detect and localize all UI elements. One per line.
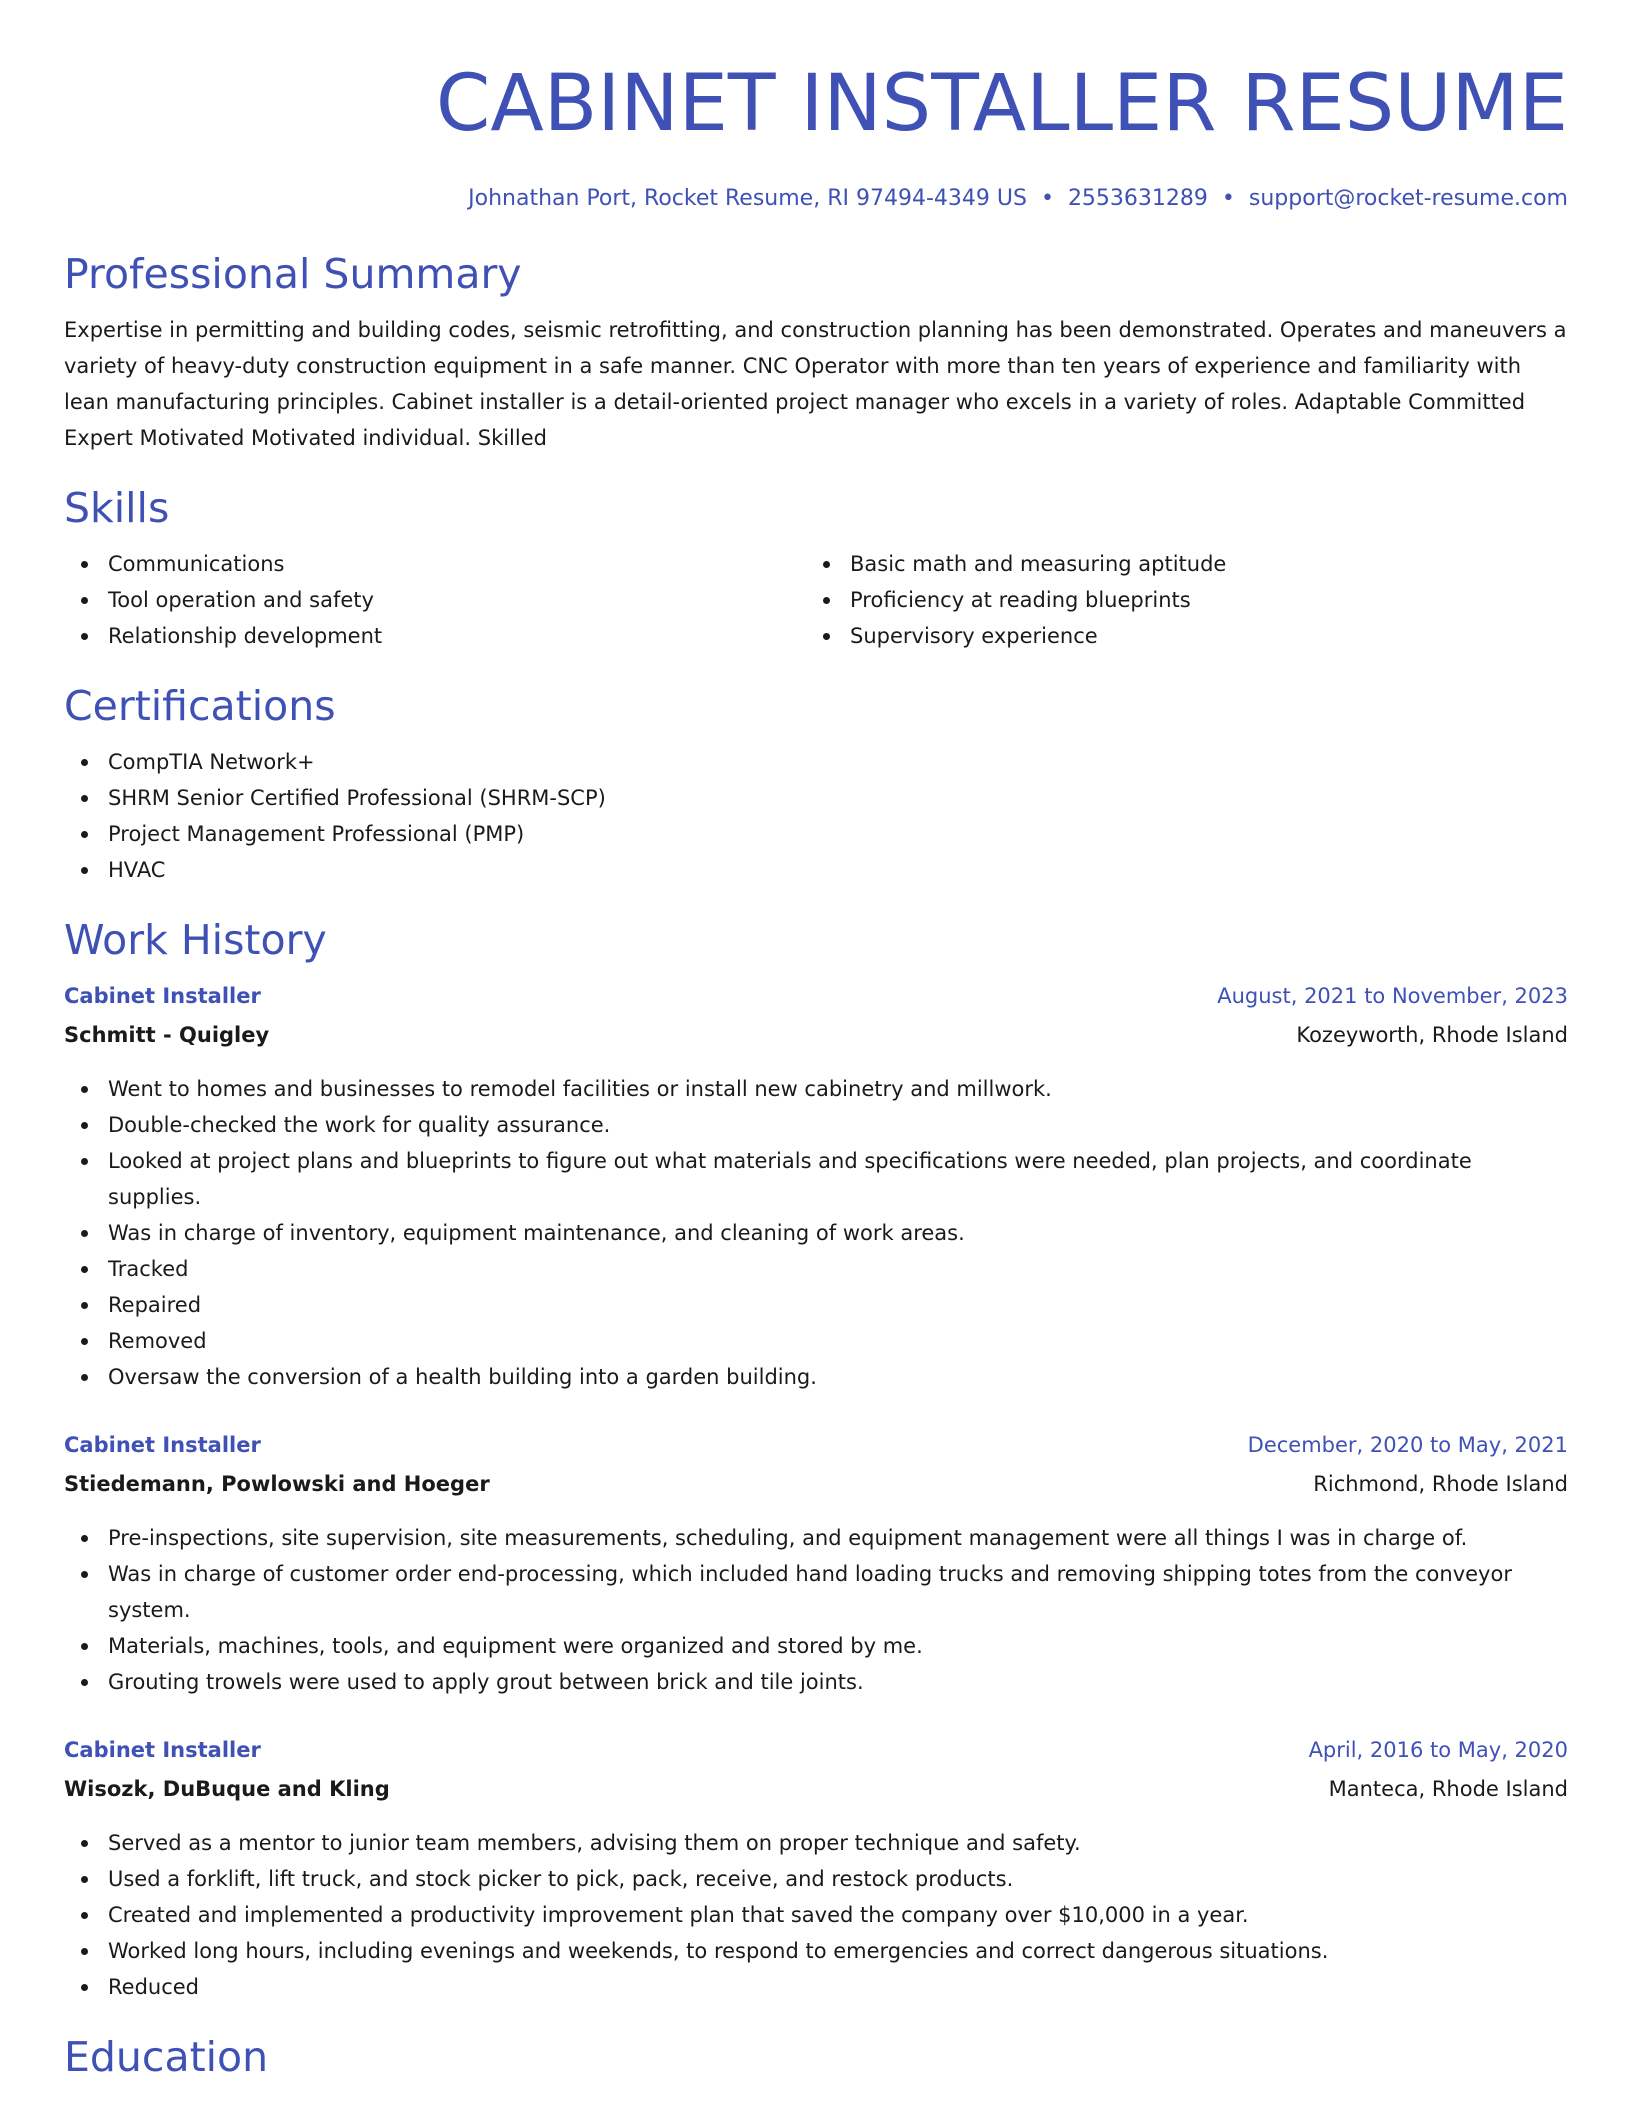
job-company-row xyxy=(64,1771,1568,1807)
education-heading: Education xyxy=(64,2033,269,2081)
job-bullet: Went to homes and businesses to remodel facilities or install new cabinetry and millwork. xyxy=(64,1071,1568,1107)
job-bullet: Materials, machines, tools, and equipment were organized and stored by me. xyxy=(64,1628,1568,1664)
job-bullet: Oversaw the conversion of a health building into a garden building. xyxy=(64,1359,1568,1395)
job-entry xyxy=(64,978,1568,1395)
job-title: Cabinet Installer xyxy=(64,984,261,1008)
job-location: Richmond, Rhode Island xyxy=(1313,1472,1568,1496)
contact-separator: • xyxy=(1040,186,1054,211)
job-bullet: Pre-inspections, site supervision, site measurements, scheduling, and equipment management were all things I was in charge of. xyxy=(64,1520,1568,1556)
job-bullet: Reduced xyxy=(64,1969,1568,2005)
certification-item: CompTIA Network+ xyxy=(64,744,1568,780)
contact-phone: 2553631289 xyxy=(1067,186,1208,211)
summary-text: Expertise in permitting and building codes, seismic retrofitting, and construction planning has been demonstrated. Operates and maneuvers a variety of heavy-duty construction equipment in a safe manner. CNC Operator with more than ten years of experience and familiarity with lean manufacturing principles. Cabinet installer is a detail-oriented project manager who excels in a variety of roles. Adaptable Committed Expert Motivated Motivated individual. Skilled xyxy=(64,318,1567,450)
work-history-section xyxy=(64,914,1568,2005)
contact-email[interactable]: support@rocket-resume.com xyxy=(1248,186,1568,211)
skill-item: Supervisory experience xyxy=(806,618,1548,654)
job-header-row xyxy=(64,978,1568,1014)
certifications-heading: Certifications xyxy=(64,682,336,730)
job-dates: December, 2020 to May, 2021 xyxy=(1247,1433,1568,1457)
skill-item: Basic math and measuring aptitude xyxy=(806,546,1548,582)
skills-heading: Skills xyxy=(64,484,170,532)
contact-separator: • xyxy=(1221,186,1235,211)
summary-heading: Professional Summary xyxy=(64,250,522,298)
job-bullets xyxy=(64,1520,1568,1700)
summary-section xyxy=(64,248,1568,456)
job-bullets xyxy=(64,1071,1568,1395)
job-dates: August, 2021 to November, 2023 xyxy=(1217,984,1568,1008)
certifications-list xyxy=(64,744,1568,888)
contact-line xyxy=(64,184,1568,214)
job-bullet: Used a forklift, lift truck, and stock picker to pick, pack, receive, and restock products. xyxy=(64,1861,1568,1897)
job-company: Wisozk, DuBuque and Kling xyxy=(64,1777,390,1801)
job-dates: April, 2016 to May, 2020 xyxy=(1308,1738,1568,1762)
job-bullet: Looked at project plans and blueprints to figure out what materials and specifications were needed, plan projects, and coordinate supplies. xyxy=(64,1143,1568,1215)
job-bullet: Double-checked the work for quality assurance. xyxy=(64,1107,1568,1143)
job-bullet: Created and implemented a productivity improvement plan that saved the company over $10,000 in a year. xyxy=(64,1897,1568,1933)
certification-item: HVAC xyxy=(64,852,1568,888)
job-title: Cabinet Installer xyxy=(64,1738,261,1762)
job-bullet: Tracked xyxy=(64,1251,1568,1287)
skill-item: Proficiency at reading blueprints xyxy=(806,582,1548,618)
job-entry xyxy=(64,1427,1568,1700)
certification-item: Project Management Professional (PMP) xyxy=(64,816,1568,852)
job-bullet: Was in charge of customer order end-processing, which included hand loading trucks and removing shipping totes from the conveyor system. xyxy=(64,1556,1568,1628)
resume-title: CABINET INSTALLER RESUME xyxy=(435,59,1568,149)
skills-section xyxy=(64,482,1568,654)
job-bullet: Was in charge of inventory, equipment maintenance, and cleaning of work areas. xyxy=(64,1215,1568,1251)
certifications-section xyxy=(64,680,1568,888)
job-bullet: Repaired xyxy=(64,1287,1568,1323)
work-history-heading: Work History xyxy=(64,916,327,964)
job-header-row xyxy=(64,1732,1568,1768)
education-section xyxy=(64,2031,1568,2083)
job-company-row xyxy=(64,1017,1568,1053)
job-header-row xyxy=(64,1427,1568,1463)
job-entry xyxy=(64,1732,1568,2005)
job-company: Schmitt - Quigley xyxy=(64,1023,270,1047)
certification-item: SHRM Senior Certified Professional (SHRM-SCP) xyxy=(64,780,1568,816)
job-bullet: Worked long hours, including evenings and weekends, to respond to emergencies and correct dangerous situations. xyxy=(64,1933,1568,1969)
skill-item: Relationship development xyxy=(64,618,806,654)
skills-list-left xyxy=(64,546,806,654)
job-bullet: Removed xyxy=(64,1323,1568,1359)
contact-address: Johnathan Port, Rocket Resume, RI 97494-4349 US xyxy=(468,186,1027,211)
job-location: Kozeyworth, Rhode Island xyxy=(1296,1023,1568,1047)
skills-list-right xyxy=(806,546,1548,654)
job-bullet: Grouting trowels were used to apply grout between brick and tile joints. xyxy=(64,1664,1568,1700)
job-company: Stiedemann, Powlowski and Hoeger xyxy=(64,1472,490,1496)
job-title: Cabinet Installer xyxy=(64,1433,261,1457)
skills-grid xyxy=(64,546,1568,654)
job-company-row xyxy=(64,1466,1568,1502)
job-location: Manteca, Rhode Island xyxy=(1328,1777,1568,1801)
skill-item: Tool operation and safety xyxy=(64,582,806,618)
job-bullet: Served as a mentor to junior team members, advising them on proper technique and safety. xyxy=(64,1825,1568,1861)
skill-item: Communications xyxy=(64,546,806,582)
job-bullets xyxy=(64,1825,1568,2005)
